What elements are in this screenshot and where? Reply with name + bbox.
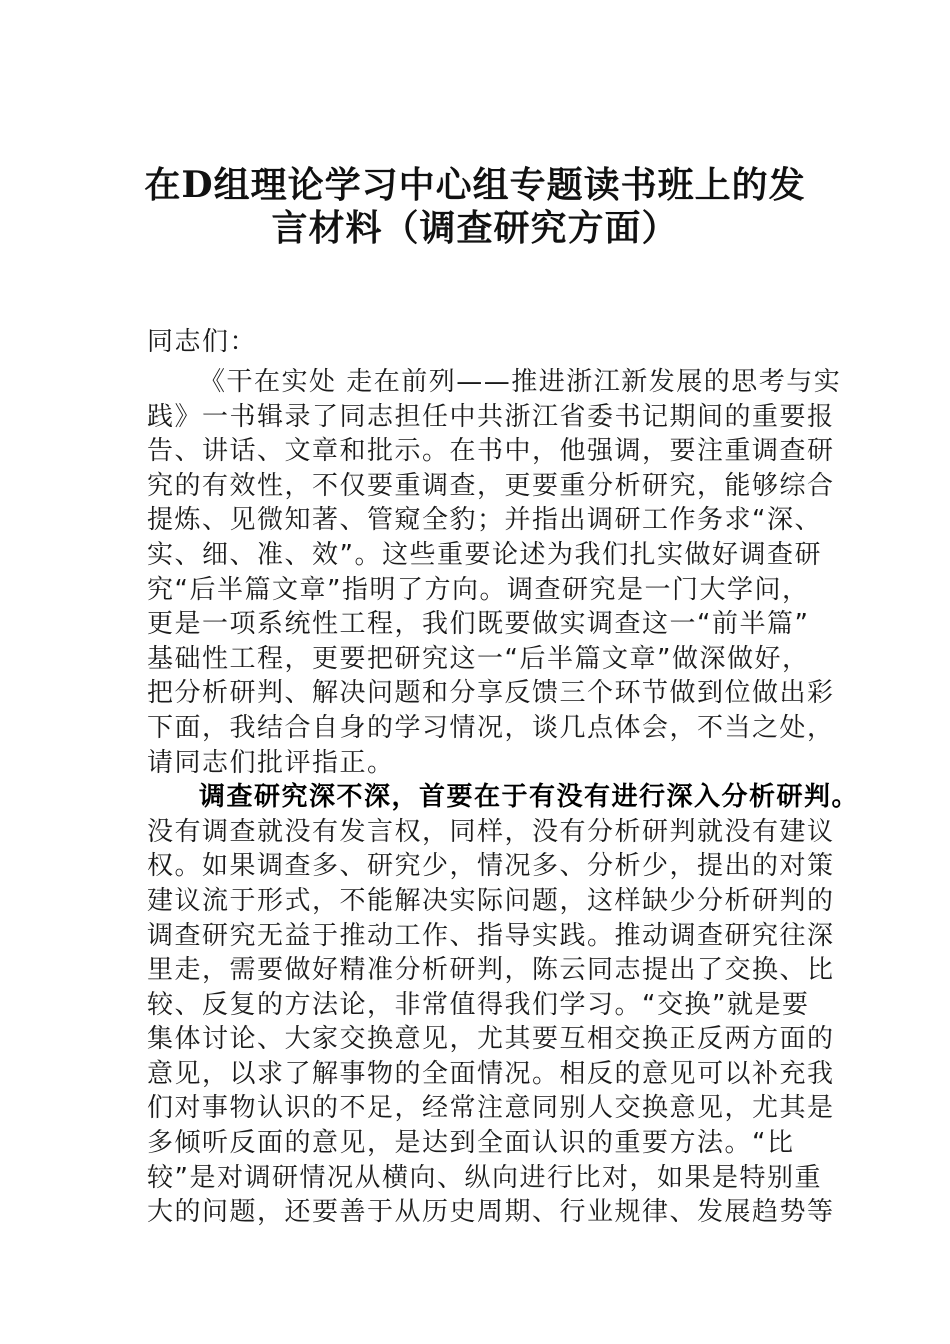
paragraph-2-line: 较、反复的方法论，非常值得我们学习。“交换”就是要 — [147, 989, 810, 1020]
paragraph-1-line: 究“后半篇文章”指明了方向。调查研究是一门大学问， — [147, 574, 810, 605]
paragraph-1-line: 提炼、见微知著、管窥全豹；并指出调研工作务求“深、 — [147, 505, 822, 536]
paragraph-2-line: 多倾听反面的意见，是达到全面认识的重要方法。“比 — [147, 1128, 795, 1159]
paragraph-2-line: 里走，需要做好精准分析研判，陈云同志提出了交换、比 — [147, 955, 835, 986]
paragraph-2-heading: 调查研究深不深，首要在于有没有进行深入分析研判。 — [199, 782, 860, 813]
paragraph-2-line: 意见，以求了解事物的全面情况。相反的意见可以补充我 — [147, 1058, 835, 1089]
paragraph-2-line: 们对事物认识的不足，经常注意同别人交换意见，尤其是 — [147, 1093, 835, 1124]
document-title-line-2: 言材料（调查研究方面） — [271, 207, 679, 249]
paragraph-1-line: 践》一书辑录了同志担任中共浙江省委书记期间的重要报 — [147, 401, 835, 432]
paragraph-2-line: 建议流于形式，不能解决实际问题，这样缺少分析研判的 — [147, 885, 835, 916]
paragraph-2-line: 没有调查就没有发言权，同样，没有分析研判就没有建议 — [147, 816, 835, 847]
paragraph-1-line: 究的有效性，不仅要重调查，更要重分析研究，能够综合 — [147, 470, 835, 501]
paragraph-1-line: 把分析研判、解决问题和分享反馈三个环节做到位做出彩 — [147, 678, 835, 709]
paragraph-1-line: 实、细、准、效”。这些重要论述为我们扎实做好调查研 — [147, 539, 822, 570]
paragraph-1-line: 下面，我结合自身的学习情况，谈几点体会，不当之处， — [147, 712, 835, 743]
paragraph-1-line: 告、讲话、文章和批示。在书中，他强调，要注重调查研 — [147, 436, 835, 467]
paragraph-2-line: 集体讨论、大家交换意见，尤其要互相交换正反两方面的 — [147, 1024, 835, 1055]
paragraph-2-line: 权。如果调查多、研究少，情况多、分析少，提出的对策 — [147, 851, 835, 882]
document-title-line-1: 在D组理论学习中心组专题读书班上的发 — [144, 164, 806, 206]
document-body — [147, 365, 860, 1230]
paragraph-1-line: 更是一项系统性工程，我们既要做实调查这一“前半篇” — [147, 609, 810, 640]
paragraph-1-line: 基础性工程，更要把研究这一“后半篇文章”做深做好， — [147, 643, 810, 674]
paragraph-1-line: 《干在实处 走在前列——推进浙江新发展的思考与实 — [199, 367, 842, 397]
paragraph-2-line: 大的问题，还要善于从历史周期、行业规律、发展趋势等 — [147, 1197, 835, 1228]
paragraph-1-line: 请同志们批评指正。 — [147, 747, 395, 778]
paragraph-2-line: 调查研究无益于推动工作、指导实践。推动调查研究往深 — [147, 920, 835, 951]
salutation: 同志们： — [147, 327, 258, 357]
paragraph-2-line: 较”是对调研情况从横向、纵向进行比对，如果是特别重 — [147, 1162, 822, 1193]
